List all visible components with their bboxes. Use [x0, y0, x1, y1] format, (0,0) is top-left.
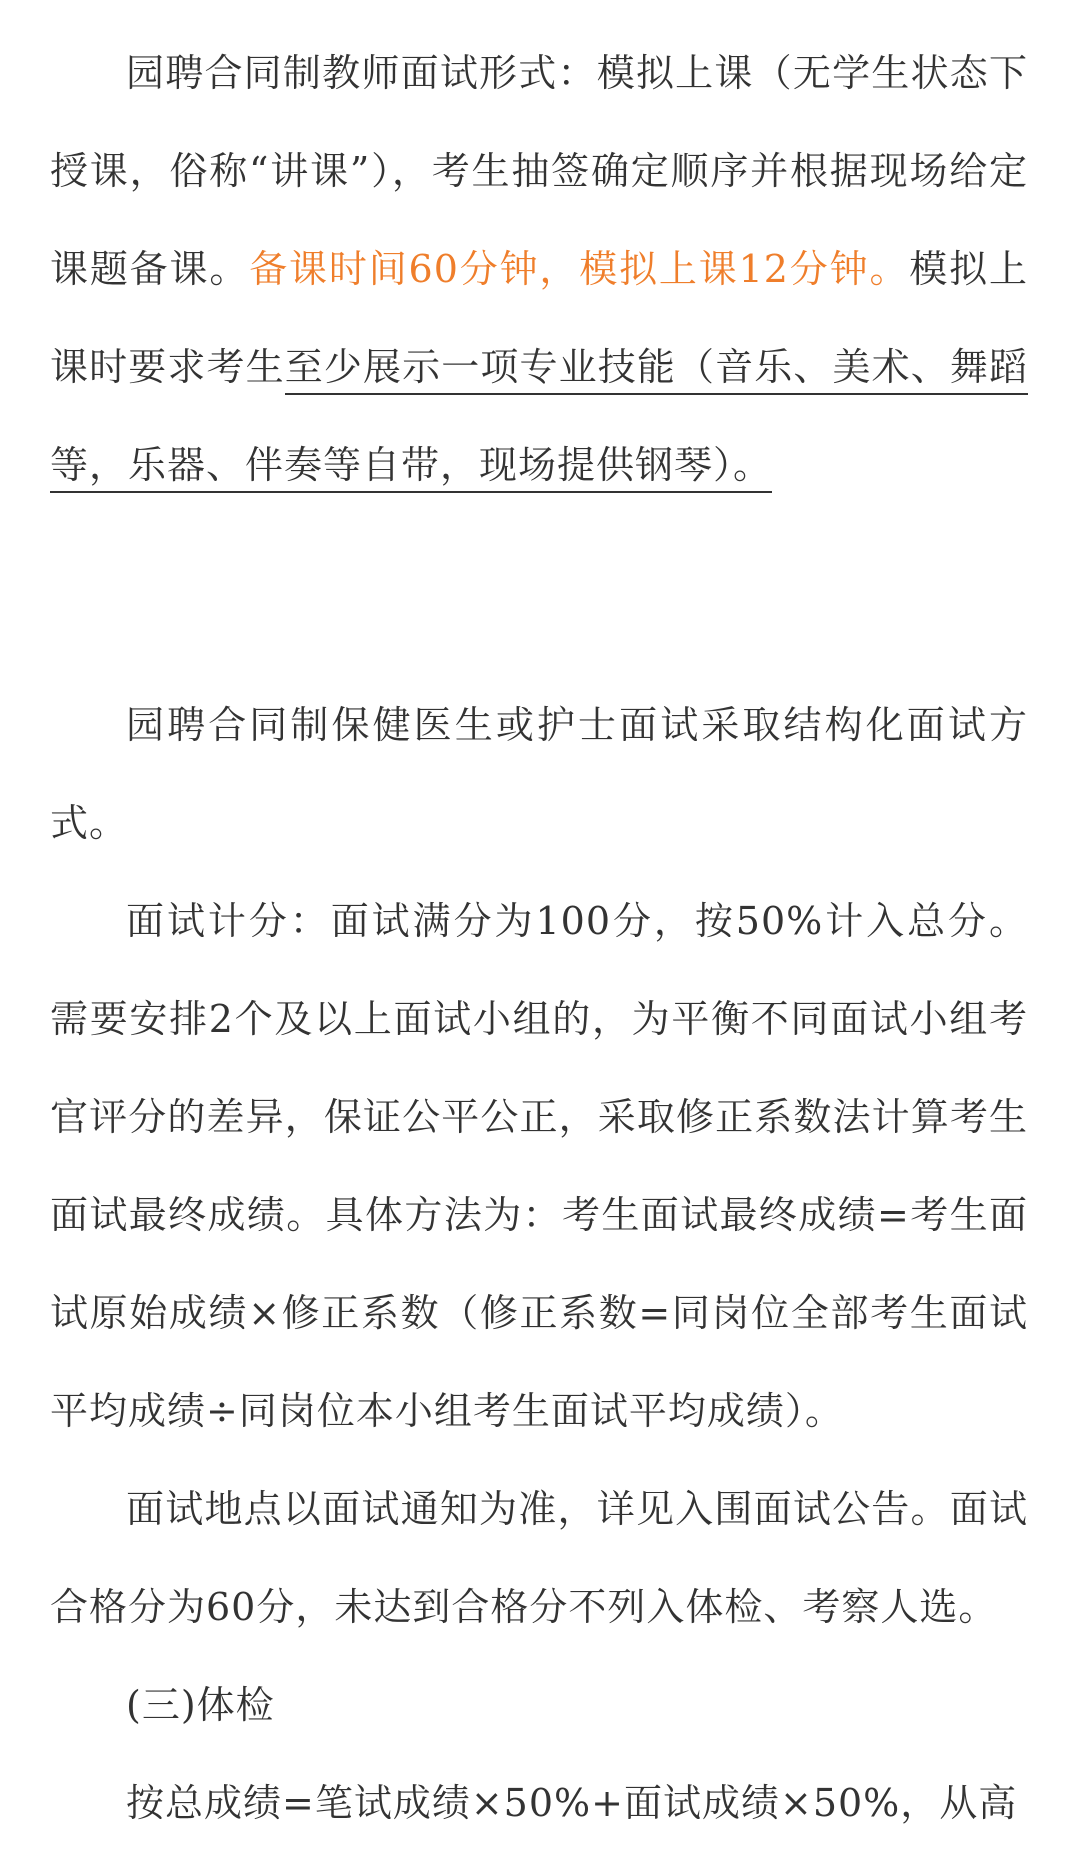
paragraph-interview-location: 面试地点以面试通知为准，详见入围面试公告。面试合格分为60分，未达到合格分不列入体检、考察人选。	[50, 1487, 1028, 1629]
section-heading-physical-exam: (三)体检	[126, 1683, 275, 1727]
prep-time-highlight: 备课时间60分钟，模拟上课12分钟。	[249, 247, 910, 291]
paragraph-spacer	[50, 514, 1028, 676]
paragraph-teacher-interview	[50, 24, 1028, 514]
teacher-interview-text: 园聘合同制教师面试形式：模拟上课（无学生状态下授课，俗称“讲课”），考生抽签确定顺序并根据现场给定课题备课。	[50, 51, 1028, 291]
skill-requirement-underlined: 至少展示一项专业技能（音乐、美术、舞蹈等，乐器、伴奏等自带，现场提供钢琴）。	[50, 345, 1028, 493]
skill-requirement-text: 模拟上课时要求考生	[50, 247, 1028, 389]
paragraph-physical-exam: 按总成绩=笔试成绩×50%+面试成绩×50%，从高	[126, 1781, 1018, 1825]
paragraph-doctor-interview: 园聘合同制保健医生或护士面试采取结构化面试方式。	[50, 703, 1028, 845]
paragraph-interview-scoring: 面试计分：面试满分为100分，按50%计入总分。需要安排2个及以上面试小组的，为平衡不同面试小组考官评分的差异，保证公平公正，采取修正系数法计算考生面试最终成绩。具体方法为：考生面试最终成绩=考生面试原始成绩×修正系数（修正系数=同岗位全部考生面试平均成绩÷同岗位本小组考生面试平均成绩）。	[50, 899, 1028, 1433]
